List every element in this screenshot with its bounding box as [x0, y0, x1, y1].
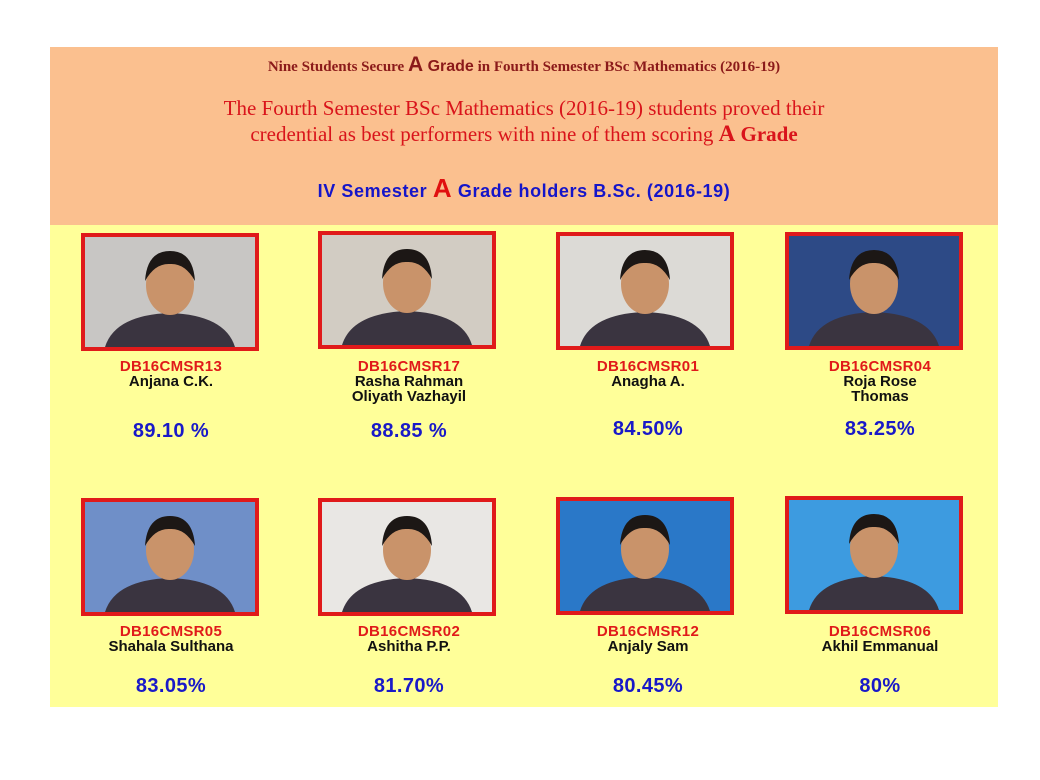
student-photo — [556, 232, 734, 350]
subheading — [50, 173, 998, 204]
student-percentage: 80.45% — [612, 675, 684, 697]
student-name: Roja Rose — [843, 373, 917, 390]
announcement-header — [50, 47, 998, 225]
student-code: DB16CMSR17 — [357, 358, 461, 375]
intro-a: A — [718, 121, 736, 146]
subheading-a: A — [432, 173, 453, 203]
subheading-text: IV Semester — [317, 181, 433, 201]
headline-text: Nine Students Secure — [267, 59, 408, 75]
student-name: Anjana C.K. — [128, 373, 214, 390]
student-percentage: 89.10 % — [132, 420, 210, 442]
student-photo — [785, 232, 963, 350]
student-code: DB16CMSR02 — [357, 623, 461, 640]
student-percentage: 83.25% — [844, 418, 916, 440]
subheading-rest: Grade holders B.Sc. (2016-19) — [452, 181, 731, 201]
student-code: DB16CMSR04 — [828, 358, 932, 375]
student-name-line2: Oliyath Vazhayil — [351, 388, 467, 405]
intro-line-1: The Fourth Semester BSc Mathematics (2016-19) students proved their — [223, 96, 825, 120]
student-photo — [556, 497, 734, 615]
student-name: Akhil Emmanual — [821, 638, 939, 655]
student-code: DB16CMSR13 — [119, 358, 223, 375]
student-photo — [785, 496, 963, 614]
student-percentage: 84.50% — [612, 418, 684, 440]
student-code: DB16CMSR12 — [596, 623, 700, 640]
student-name: Ashitha P.P. — [367, 638, 451, 655]
student-percentage: 88.85 % — [370, 420, 448, 442]
headline-rest: in Fourth Semester BSc Mathematics (2016-19) — [473, 59, 781, 75]
student-name: Shahala Sulthana — [108, 638, 234, 655]
student-code: DB16CMSR01 — [596, 358, 700, 375]
student-name: Rasha Rahman — [354, 373, 464, 390]
student-name-line2: Thomas — [851, 388, 909, 405]
student-name: Anagha A. — [611, 373, 685, 390]
student-percentage: 81.70% — [373, 675, 445, 697]
intro-paragraph — [80, 96, 968, 147]
student-code: DB16CMSR06 — [828, 623, 932, 640]
student-percentage: 83.05% — [135, 675, 207, 697]
student-photo — [81, 233, 259, 351]
student-photo — [318, 498, 496, 616]
headline-a: A — [407, 53, 424, 76]
student-code: DB16CMSR05 — [119, 623, 223, 640]
student-photo — [318, 231, 496, 349]
headline-grade: Grade — [423, 58, 474, 75]
student-percentage: 80% — [859, 675, 901, 697]
student-photo — [81, 498, 259, 616]
headline — [50, 53, 998, 77]
intro-grade: Grade — [735, 122, 798, 146]
student-name: Anjaly Sam — [607, 638, 689, 655]
intro-line-2: credential as best performers with nine of them scoring — [250, 122, 719, 146]
